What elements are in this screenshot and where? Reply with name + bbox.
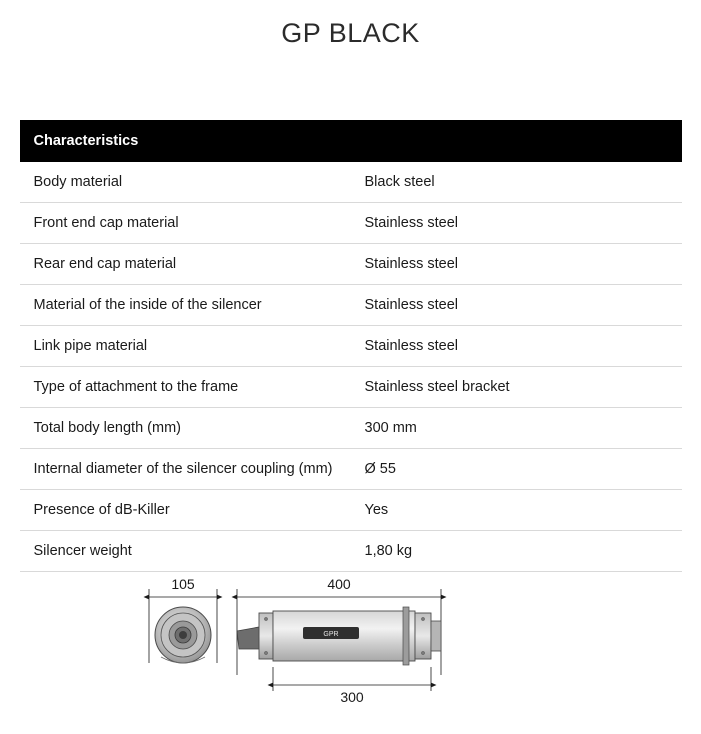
row-value: Black steel <box>351 162 682 203</box>
table-row <box>20 531 682 572</box>
table-row <box>20 490 682 531</box>
row-label: Silencer weight <box>20 531 351 572</box>
row-value: 300 mm <box>351 408 682 449</box>
row-label: Body material <box>20 162 351 203</box>
characteristics-table <box>20 120 682 572</box>
technical-drawing <box>0 575 701 725</box>
row-value: Stainless steel <box>351 285 682 326</box>
table-body <box>20 162 682 572</box>
row-value: Stainless steel bracket <box>351 367 682 408</box>
row-label: Link pipe material <box>20 326 351 367</box>
table-row <box>20 162 682 203</box>
table-row <box>20 408 682 449</box>
row-label: Internal diameter of the silencer coupling (mm) <box>20 449 351 490</box>
table-head <box>20 120 682 162</box>
table-header-characteristics: Characteristics <box>20 120 682 162</box>
table-row <box>20 285 682 326</box>
row-label: Rear end cap material <box>20 244 351 285</box>
row-value: Yes <box>351 490 682 531</box>
row-label: Presence of dB-Killer <box>20 490 351 531</box>
row-value: Ø 55 <box>351 449 682 490</box>
table-row <box>20 449 682 490</box>
page-title: GP BLACK <box>281 18 420 48</box>
front-view <box>149 576 217 663</box>
brand-mark-label: GPR <box>322 631 339 638</box>
row-value: Stainless steel <box>351 326 682 367</box>
side-view <box>237 576 441 705</box>
table-row <box>20 367 682 408</box>
body-length-label: 300 <box>339 689 364 705</box>
row-value: Stainless steel <box>351 203 682 244</box>
row-label: Type of attachment to the frame <box>20 367 351 408</box>
silencer-dimension-drawing <box>141 575 561 705</box>
table-header-row <box>20 120 682 162</box>
row-value: Stainless steel <box>351 244 682 285</box>
table-row <box>20 203 682 244</box>
row-label: Material of the inside of the silencer <box>20 285 351 326</box>
total-length-label: 400 <box>326 576 351 592</box>
front-width-label: 105 <box>170 576 195 592</box>
row-label: Front end cap material <box>20 203 351 244</box>
table-row <box>20 326 682 367</box>
table-row <box>20 244 682 285</box>
row-value: 1,80 kg <box>351 531 682 572</box>
row-label: Total body length (mm) <box>20 408 351 449</box>
